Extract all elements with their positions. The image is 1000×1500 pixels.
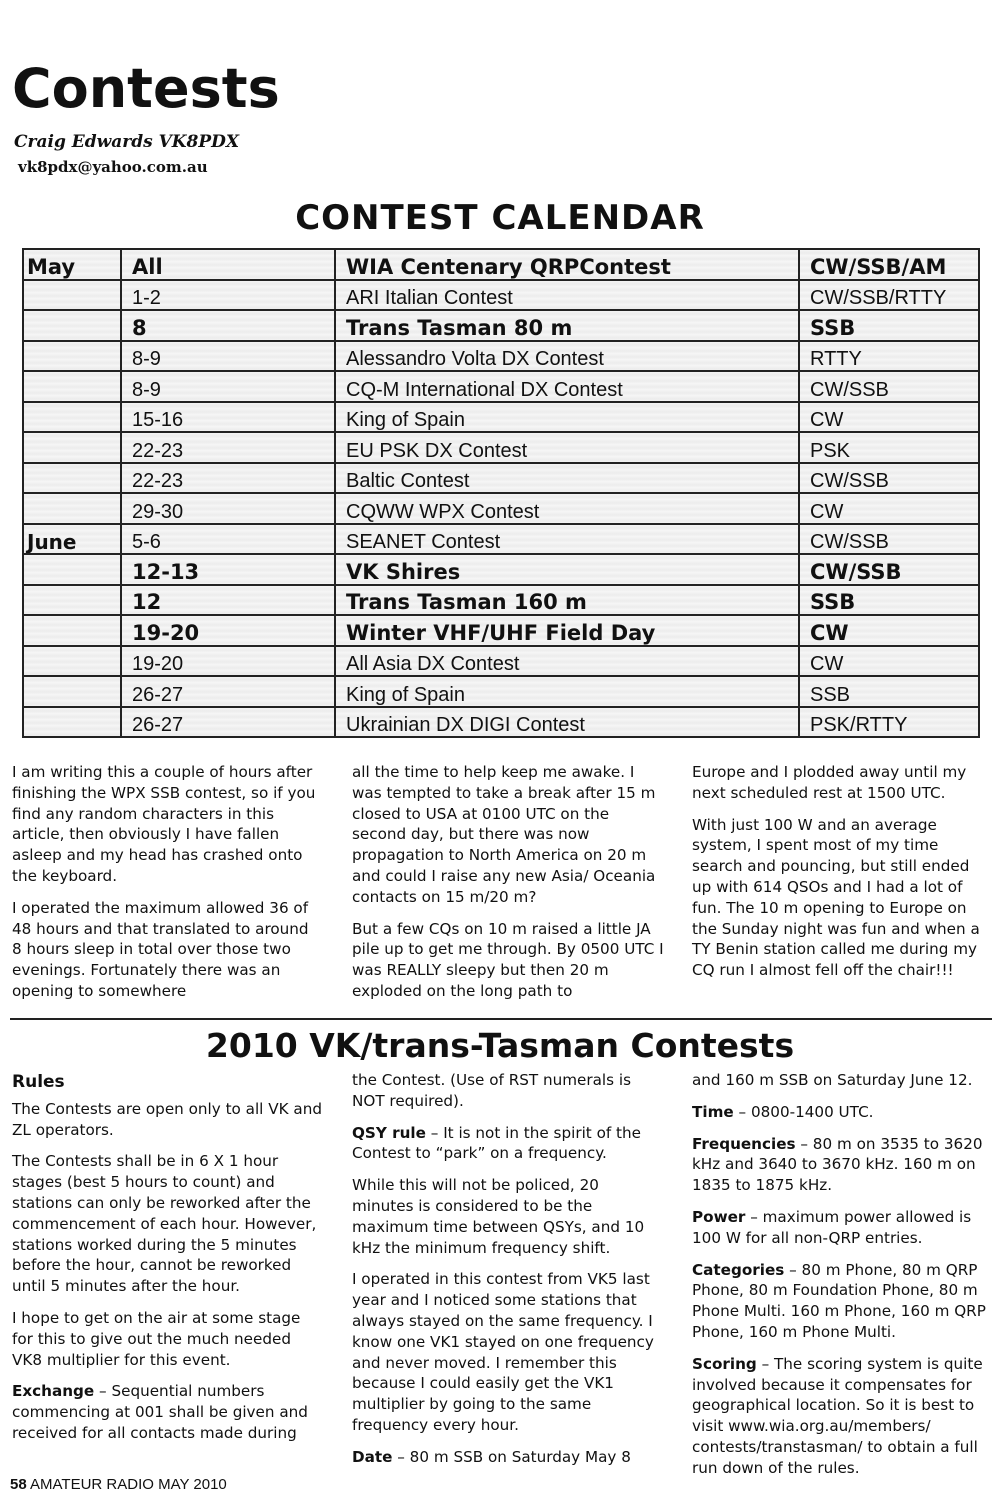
calendar-month-cell [23,280,121,311]
frequencies-rule [692,1134,992,1196]
article-paragraph: I operated the maximum allowed 36 of 48 hours and that translated to around 8 hours sleep in total over those two evenings. Fortunately there was an opening to somewhere [12,898,309,1000]
contest-calendar-table [22,248,980,738]
rules-paragraph: While this will not be policed, 20 minutes is considered to be the maximum time between QSYs, and 10 kHz the minimum frequency shift. [352,1176,645,1257]
calendar-mode-cell: CW [799,402,979,433]
calendar-mode-cell: PSK [799,432,979,463]
calendar-dates-cell: 26-27 [121,676,335,707]
scoring-rule [692,1354,992,1479]
calendar-row [23,310,979,341]
calendar-mode-cell: SSB [799,585,979,616]
calendar-row [23,646,979,677]
rules-column-1 [12,1072,322,1455]
calendar-month-cell [23,310,121,341]
calendar-dates-cell: 22-23 [121,432,335,463]
calendar-row [23,371,979,402]
page-footer [10,1476,227,1493]
calendar-contest-cell: Trans Tasman 80 m [335,310,799,341]
calendar-month-cell [23,371,121,402]
rules-paragraph: I operated in this contest from VK5 last year and I noticed some stations that always stayed on the same frequency. I know one VK1 stayed on one frequency and never moved. I remember this because I could easily get the VK1 multiplier by going to the same frequency every hour. [352,1270,654,1434]
calendar-month-cell [23,676,121,707]
calendar-dates-cell: 8-9 [121,371,335,402]
power-label: Power [692,1207,746,1226]
calendar-mode-cell: CW/SSB [799,463,979,494]
qsy-rule [352,1123,664,1165]
date-label: Date [352,1447,393,1466]
calendar-month-cell [23,615,121,646]
rules-section-title: 2010 VK/trans-Tasman Contests [205,1026,795,1065]
frequencies-label: Frequencies [692,1134,796,1153]
calendar-month-cell [23,432,121,463]
rules-subheading: Rules [12,1072,65,1092]
calendar-row [23,585,979,616]
article-paragraph: With just 100 W and an average system, I spent most of my time search and pouncing, but still ended up with 614 QSOs and I had a lot of fun. The 10 m opening to Europe on the Sunday night was fun and when a TY Benin station called me during my CQ run I almost fell off the chair!!! [692,815,980,980]
calendar-row [23,341,979,372]
author-name: Craig Edwards VK8PDX [14,132,240,152]
rules-paragraph: the Contest. (Use of RST numerals is NOT required). [352,1071,632,1110]
calendar-month-cell [23,646,121,677]
exchange-text: – Sequential numbers commencing at 001 shall be given and received for all contacts made during [12,1382,308,1442]
page-title: Contests [12,57,280,120]
article-paragraph: all the time to help keep me awake. I was tempted to take a break after 15 m closed to USA at 0100 UTC on the second day, but there was now propagation to North America on 20 m and could I raise any new Asia/ Oceania contacts on 15 m/20 m? [352,763,656,906]
categories-label: Categories [692,1260,785,1279]
calendar-contest-cell: ARI Italian Contest [335,280,799,311]
scoring-label: Scoring [692,1354,757,1373]
calendar-dates-cell: 26-27 [121,707,335,738]
time-rule [692,1102,992,1123]
calendar-month-cell: May [23,249,121,280]
calendar-month-cell [23,341,121,372]
scoring-text: – The scoring system is quite involved because it compensates for geographical location. So it is best to visit www.wia.org.au/members/ contests/transtasman/ to obtain a full run down of the rules. [692,1354,983,1477]
time-text: – 0800-1400 UTC. [733,1102,874,1121]
calendar-month-cell [23,707,121,738]
calendar-title: CONTEST CALENDAR [295,198,705,238]
calendar-row [23,249,979,280]
calendar-dates-cell: 8-9 [121,341,335,372]
section-divider [10,1018,992,1020]
calendar-row [23,402,979,433]
calendar-row [23,432,979,463]
frequencies-text: – 80 m on 3535 to 3620 kHz and 3640 to 3670 kHz. 160 m on 1835 to 1875 kHz. [692,1134,983,1195]
author-email: vk8pdx@yahoo.com.au [18,158,208,176]
calendar-contest-cell: CQWW WPX Contest [335,493,799,524]
calendar-mode-cell: CW [799,493,979,524]
calendar-dates-cell: 12 [121,585,335,616]
calendar-dates-cell: 19-20 [121,615,335,646]
calendar-contest-cell: Alessandro Volta DX Contest [335,341,799,372]
calendar-row [23,554,979,585]
exchange-label: Exchange [12,1382,95,1401]
article-column-2 [352,762,664,1013]
calendar-contest-cell: WIA Centenary QRPContest [335,249,799,280]
calendar-row [23,463,979,494]
calendar-dates-cell: 15-16 [121,402,335,433]
rules-paragraph: The Contests are open only to all VK and ZL operators. [12,1099,322,1139]
calendar-month-cell [23,554,121,585]
rules-column-3 [692,1070,992,1490]
calendar-month-cell [23,493,121,524]
calendar-dates-cell: 12-13 [121,554,335,585]
calendar-month-cell [23,402,121,433]
rules-paragraph: and 160 m SSB on Saturday June 12. [692,1071,973,1089]
calendar-dates-cell: 8 [121,310,335,341]
calendar-mode-cell: RTTY [799,341,979,372]
calendar-body [23,249,979,737]
calendar-contest-cell: Winter VHF/UHF Field Day [335,615,799,646]
date-rule [352,1447,664,1468]
power-text: – maximum power allowed is 100 W for all non-QRP entries. [692,1207,972,1247]
calendar-contest-cell: All Asia DX Contest [335,646,799,677]
exchange-rule [12,1381,322,1443]
rules-paragraph: I hope to get on the air at some stage for this to give out the much needed VK8 multiplier for this event. [12,1308,301,1369]
calendar-row [23,524,979,555]
calendar-row [23,493,979,524]
calendar-contest-cell: Trans Tasman 160 m [335,585,799,616]
calendar-dates-cell: 5-6 [121,524,335,555]
calendar-mode-cell: CW/SSB [799,371,979,402]
article-paragraph: Europe and I plodded away until my next scheduled rest at 1500 UTC. [692,763,967,802]
calendar-dates-cell: 22-23 [121,463,335,494]
calendar-contest-cell: EU PSK DX Contest [335,432,799,463]
calendar-mode-cell: PSK/RTTY [799,707,979,738]
calendar-mode-cell: CW [799,646,979,677]
page-number: 58 [10,1476,27,1493]
calendar-month-cell: June [23,524,121,555]
calendar-contest-cell: Baltic Contest [335,463,799,494]
time-label: Time [692,1102,734,1121]
article-column-1 [12,762,322,1013]
calendar-dates-cell: 29-30 [121,493,335,524]
calendar-month-cell [23,585,121,616]
calendar-mode-cell: CW/SSB/AM [799,249,979,280]
calendar-month-cell [23,463,121,494]
calendar-mode-cell: CW/SSB [799,554,979,585]
calendar-row [23,280,979,311]
calendar-mode-cell: SSB [799,310,979,341]
calendar-mode-cell: CW/SSB/RTTY [799,280,979,311]
article-column-3 [692,762,992,992]
calendar-contest-cell: King of Spain [335,676,799,707]
article-paragraph: But a few CQs on 10 m raised a little JA pile up to get me through. By 0500 UTC I was REALLY sleepy but then 20 m exploded on the long path to [352,919,664,1000]
publication-name: AMATEUR RADIO MAY 2010 [30,1476,227,1493]
calendar-row [23,707,979,738]
calendar-dates-cell: 1-2 [121,280,335,311]
calendar-contest-cell: Ukrainian DX DIGI Contest [335,707,799,738]
calendar-mode-cell: SSB [799,676,979,707]
calendar-mode-cell: CW [799,615,979,646]
calendar-contest-cell: VK Shires [335,554,799,585]
rules-column-2 [352,1070,664,1479]
qsy-text: – It is not in the spirit of the Contest to “park” on a frequency. [352,1123,641,1163]
calendar-contest-cell: CQ-M International DX Contest [335,371,799,402]
calendar-contest-cell: King of Spain [335,402,799,433]
power-rule [692,1207,992,1249]
categories-text: – 80 m Phone, 80 m QRP Phone, 80 m Foundation Phone, 80 m Phone Multi. 160 m Phone, 160 m QRP Phone, 160 m Phone Multi. [692,1260,986,1341]
calendar-row [23,615,979,646]
date-text: – 80 m SSB on Saturday May 8 [392,1447,631,1466]
calendar-dates-cell: 19-20 [121,646,335,677]
calendar-contest-cell: SEANET Contest [335,524,799,555]
calendar-dates-cell: All [121,249,335,280]
calendar-row [23,676,979,707]
qsy-label: QSY rule [352,1123,426,1142]
rules-paragraph: The Contests shall be in 6 X 1 hour stages (best 5 hours to count) and stations can only be reworked after the commencement of each hour. However, stations worked during the 5 minutes before the hour, cannot be reworked until 5 minutes after the hour. [12,1152,317,1296]
article-paragraph: I am writing this a couple of hours after finishing the WPX SSB contest, so if you find any random characters in this article, then obviously I have fallen asleep and my head has crashed onto the keyboard. [12,763,316,885]
calendar-mode-cell: CW/SSB [799,524,979,555]
categories-rule [692,1260,992,1343]
